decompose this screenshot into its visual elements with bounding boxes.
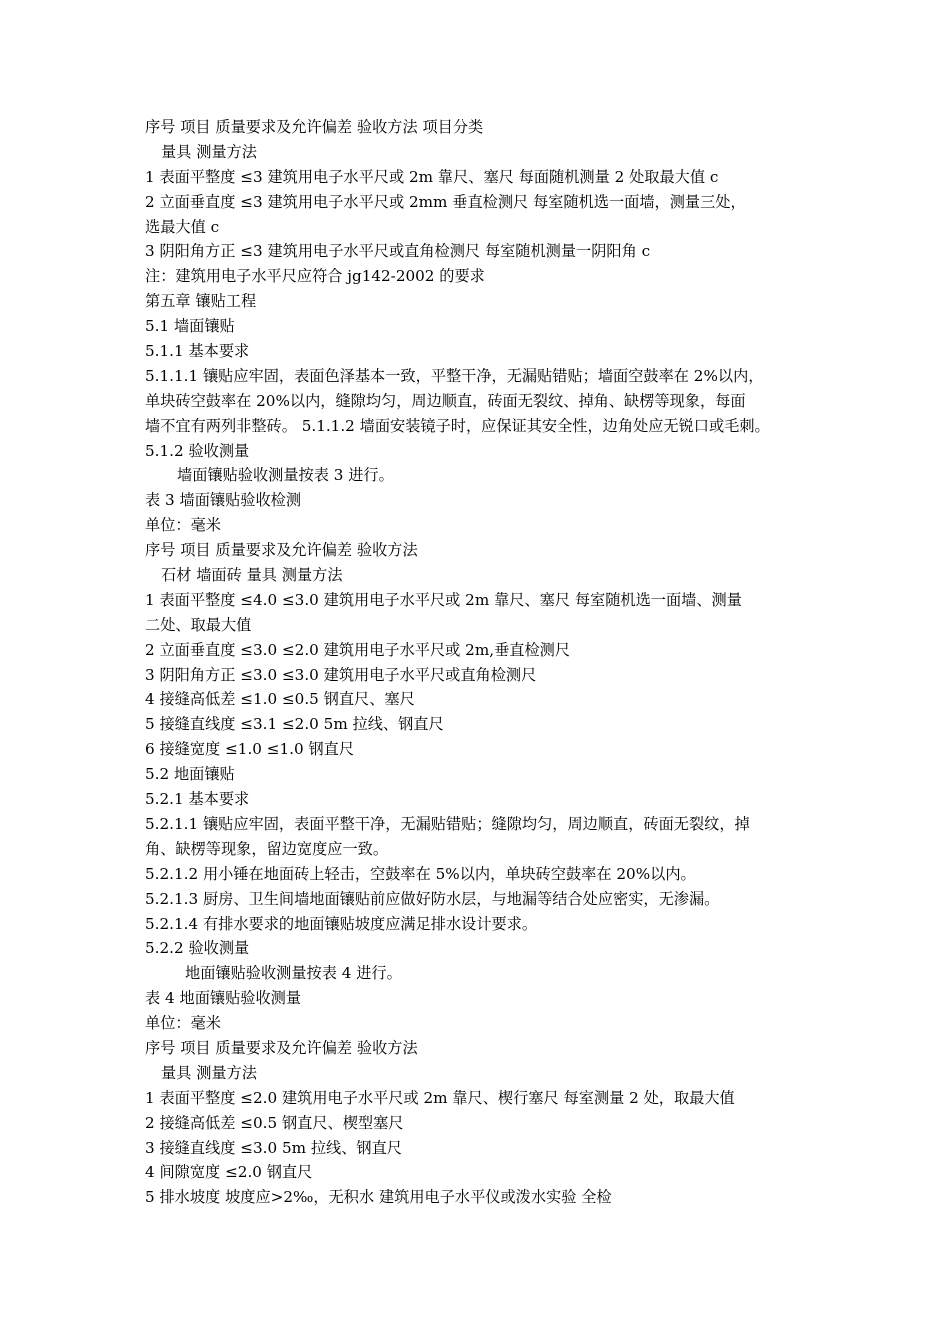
text-line: 二处、取最大值 — [145, 615, 252, 634]
text-line: 石材 墙面砖 量具 测量方法 — [161, 566, 343, 585]
text-line: 5 排水坡度 坡度应>2‰，无积水 建筑用电子水平仪或泼水实验 全检 — [145, 1188, 612, 1207]
text-line: 量具 测量方法 — [161, 1063, 257, 1082]
text-line: 地面镶贴验收测量按表 4 进行。 — [185, 964, 402, 983]
text-line: 1 表面平整度 ≤4.0 ≤3.0 建筑用电子水平尺或 2m 靠尺、塞尺 每室随机选一面墙、测量 — [145, 590, 742, 609]
text-line: 注：建筑用电子水平尺应符合 jg142-2002 的要求 — [145, 267, 485, 286]
text-line: 第五章 镶贴工程 — [145, 292, 257, 311]
text-line: 4 间隙宽度 ≤2.0 钢直尺 — [145, 1163, 313, 1182]
text-line: 5.2.2 验收测量 — [145, 939, 250, 958]
text-line: 角、缺楞等现象，留边宽度应一致。 — [145, 839, 388, 858]
text-line: 2 立面垂直度 ≤3.0 ≤2.0 建筑用电子水平尺或 2m,垂直检测尺 — [145, 640, 571, 659]
text-line: 5.2 地面镶贴 — [145, 765, 235, 784]
text-line: 3 接缝直线度 ≤3.0 5m 拉线、钢直尺 — [145, 1138, 402, 1157]
text-line: 3 阴阳角方正 ≤3.0 ≤3.0 建筑用电子水平尺或直角检测尺 — [145, 665, 537, 684]
text-line: 墙面镶贴验收测量按表 3 进行。 — [177, 466, 394, 485]
text-line: 5.2.1 基本要求 — [145, 790, 250, 809]
text-line: 5.2.1.1 镶贴应牢固，表面平整干净，无漏贴错贴；缝隙均匀，周边顺直，砖面无裂纹，掉 — [145, 814, 750, 833]
text-line: 1 表面平整度 ≤3 建筑用电子水平尺或 2m 靠尺、塞尺 每面随机测量 2 处取最大值 c — [145, 167, 719, 186]
text-line: 5.1.2 验收测量 — [145, 441, 250, 460]
text-line: 墙不宜有两列非整砖。 5.1.1.2 墙面安装镜子时，应保证其安全性，边角处应无锐口或毛刺。 — [145, 416, 770, 435]
text-line: 5.2.1.3 厨房、卫生间墙地面镶贴前应做好防水层，与地漏等结合处应密实，无渗漏。 — [145, 889, 720, 908]
text-line: 2 接缝高低差 ≤0.5 钢直尺、楔型塞尺 — [145, 1113, 404, 1132]
text-line: 单位：毫米 — [145, 516, 221, 535]
text-line: 1 表面平整度 ≤2.0 建筑用电子水平尺或 2m 靠尺、楔行塞尺 每室测量 2 处，取最大值 — [145, 1088, 735, 1107]
text-line: 表 3 墙面镶贴验收检测 — [145, 491, 302, 510]
text-line: 表 4 地面镶贴验收测量 — [145, 989, 302, 1008]
text-line: 5.1 墙面镶贴 — [145, 317, 235, 336]
text-line: 5 接缝直线度 ≤3.1 ≤2.0 5m 拉线、钢直尺 — [145, 715, 444, 734]
text-line: 序号 项目 质量要求及允许偏差 验收方法 — [145, 541, 418, 560]
text-line: 序号 项目 质量要求及允许偏差 验收方法 — [145, 1038, 418, 1057]
text-line: 6 接缝宽度 ≤1.0 ≤1.0 钢直尺 — [145, 740, 355, 759]
text-line: 5.1.1.1 镶贴应牢固，表面色泽基本一致，平整干净，无漏贴错贴；墙面空鼓率在 2%以内， — [145, 366, 764, 385]
text-line: 2 立面垂直度 ≤3 建筑用电子水平尺或 2mm 垂直检测尺 每室随机选一面墙，测量三处， — [145, 192, 746, 211]
text-line: 5.2.1.2 用小锤在地面砖上轻击，空鼓率在 5%以内，单块砖空鼓率在 20%以内。 — [145, 864, 696, 883]
text-line: 3 阴阳角方正 ≤3 建筑用电子水平尺或直角检测尺 每室随机测量一阴阳角 c — [145, 242, 651, 261]
text-line: 量具 测量方法 — [161, 142, 257, 161]
text-line: 5.2.1.4 有排水要求的地面镶贴坡度应满足排水设计要求。 — [145, 914, 538, 933]
text-line: 4 接缝高低差 ≤1.0 ≤0.5 钢直尺、塞尺 — [145, 690, 415, 709]
text-line: 单位：毫米 — [145, 1014, 221, 1033]
text-line: 序号 项目 质量要求及允许偏差 验收方法 项目分类 — [145, 118, 484, 136]
text-line: 5.1.1 基本要求 — [145, 342, 250, 361]
text-line: 单块砖空鼓率在 20%以内，缝隙均匀，周边顺直，砖面无裂纹、掉角、缺楞等现象，每面 — [145, 391, 746, 410]
text-line: 选最大值 c — [145, 217, 220, 236]
